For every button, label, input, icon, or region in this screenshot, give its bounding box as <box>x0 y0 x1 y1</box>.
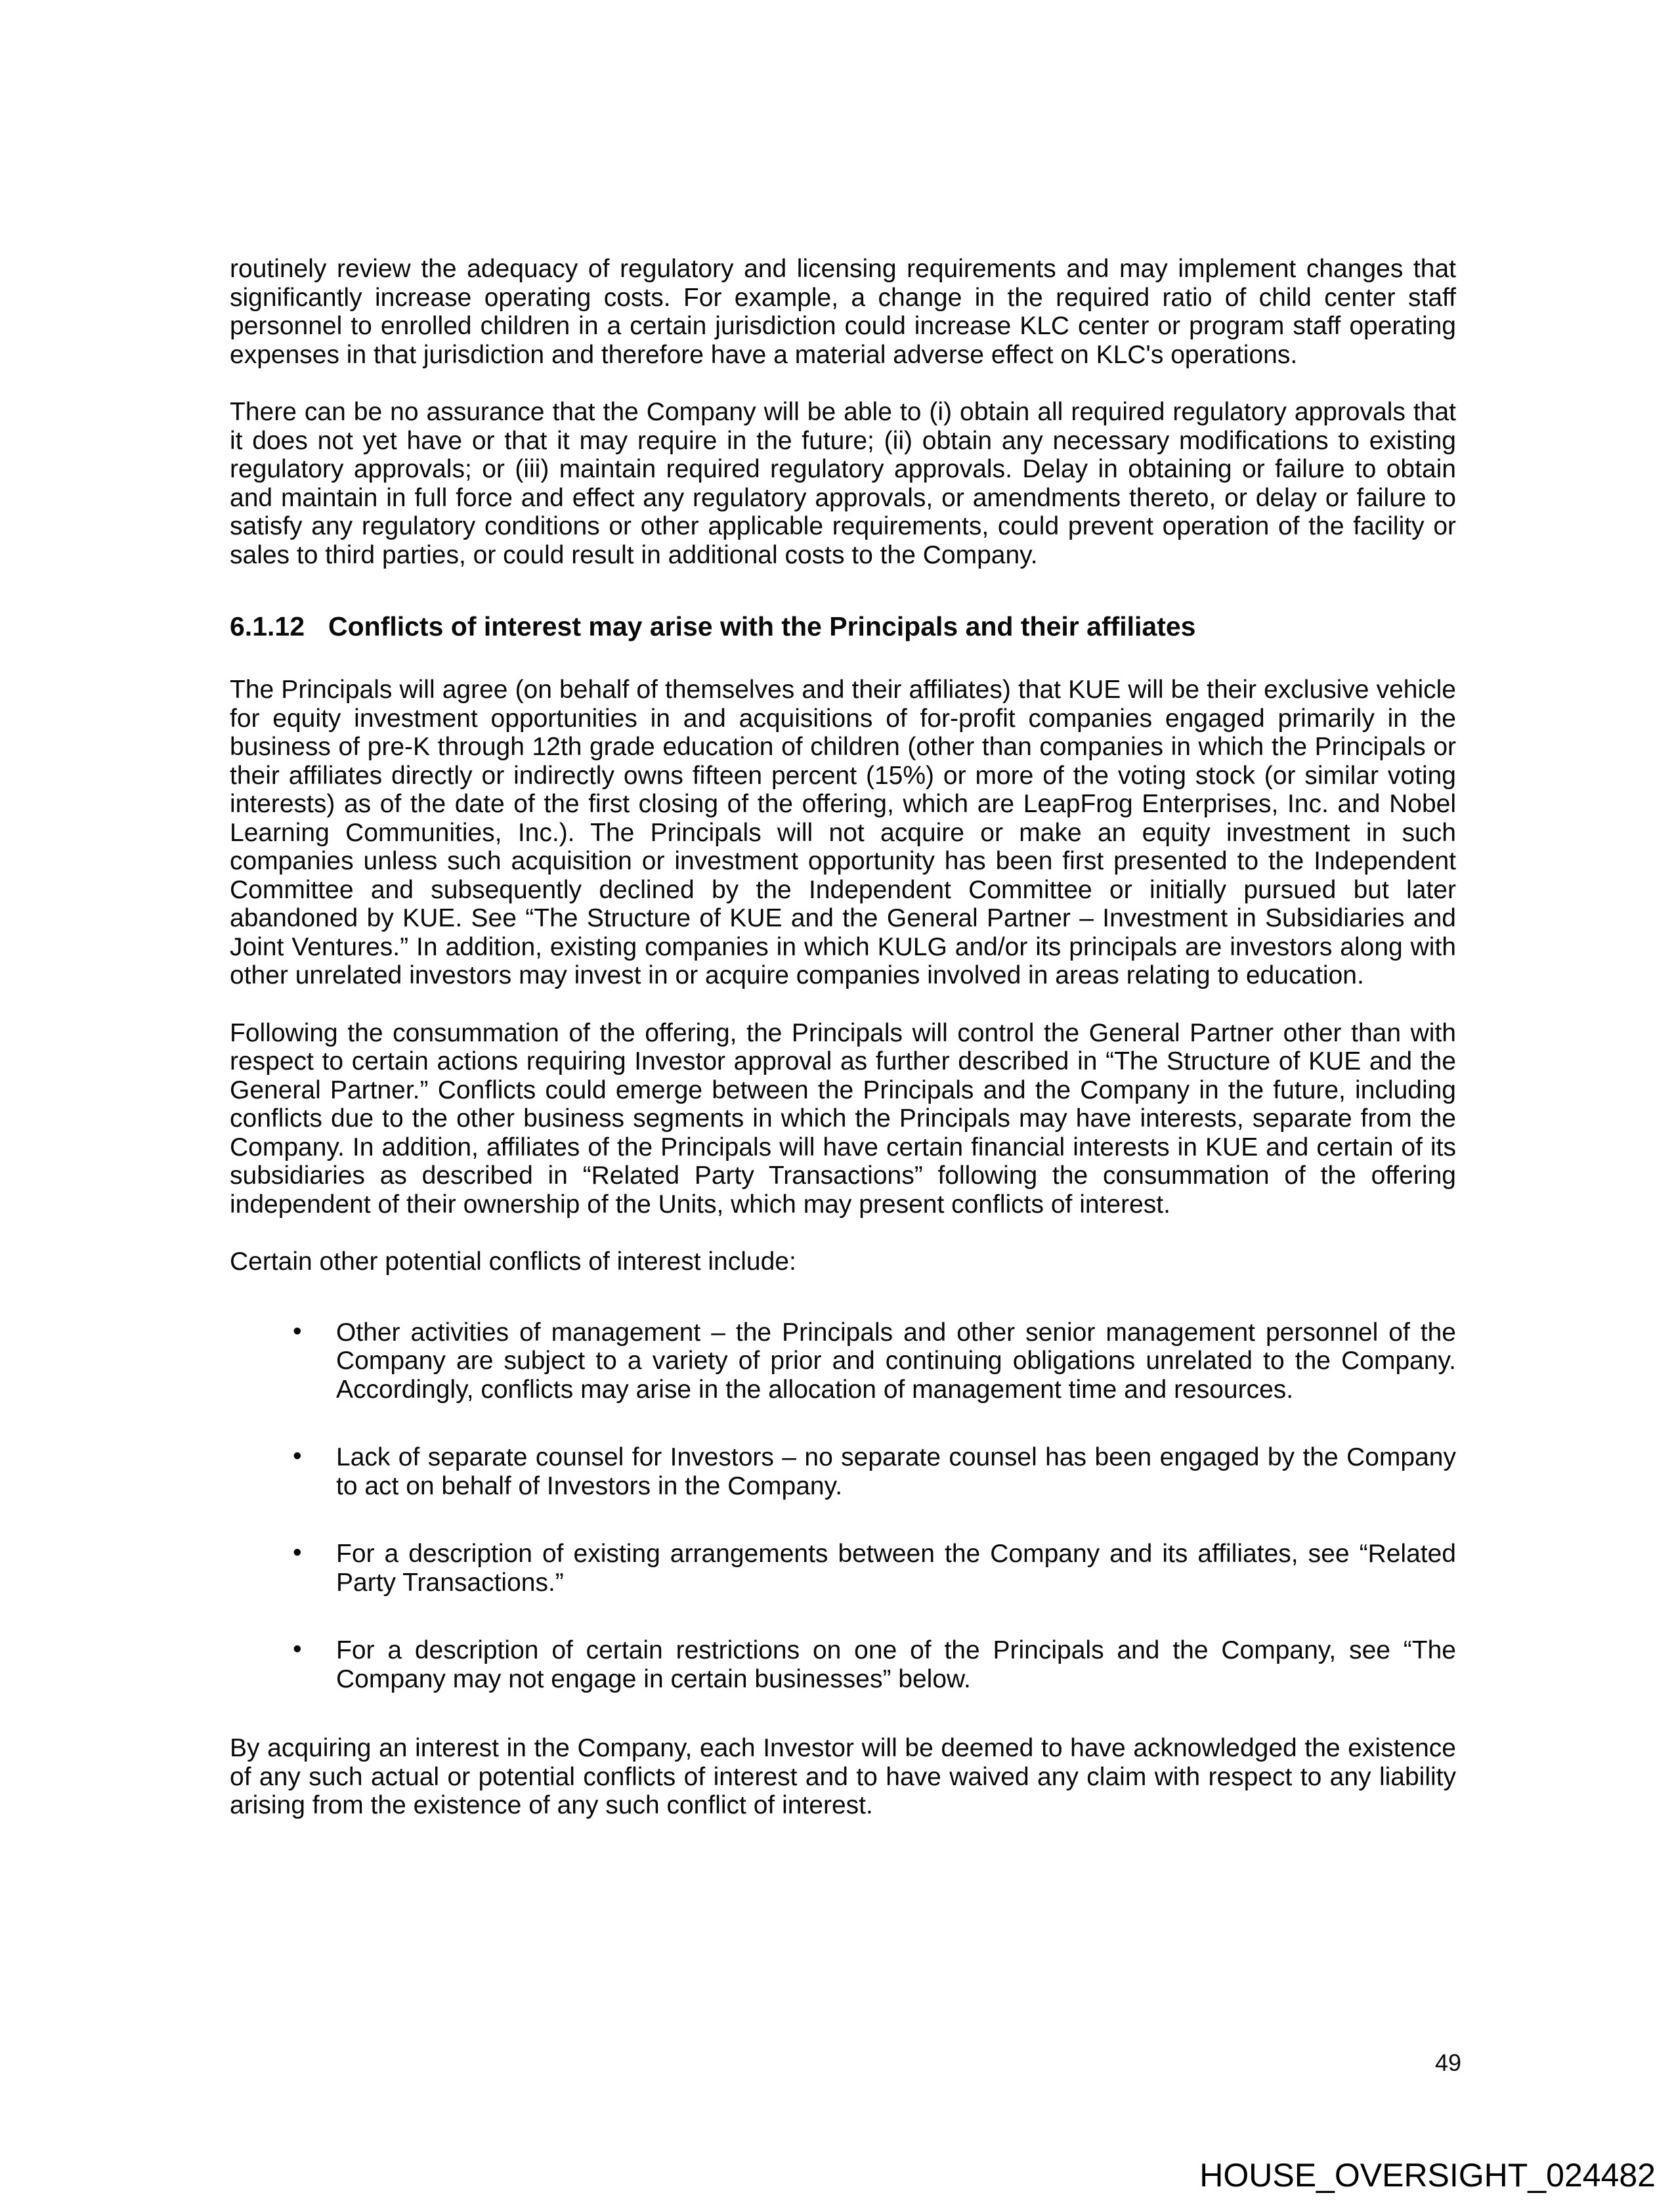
bullet-icon: • <box>293 1316 302 1345</box>
section-heading-6-1-12 <box>230 611 1456 641</box>
paragraph-continuation-regulatory-costs: routinely review the adequacy of regulatory and licensing requirements and may implement changes that significantly increase operating costs. For example, a change in the required ratio of child center staff personnel to enrolled children in a certain jurisdiction could increase KLC center or program staff operating expenses in that jurisdiction and therefore have a material adverse effect on KLC's operations. <box>230 255 1456 369</box>
bullet-icon: • <box>293 1635 302 1663</box>
section-heading-title: Conflicts of interest may arise with the Principals and their affiliates <box>328 611 1196 641</box>
list-item-text: For a description of certain restrictions on one of the Principals and the Company, see “The Company may not engage in certain businesses” below. <box>336 1636 1456 1693</box>
bates-stamp: HOUSE_OVERSIGHT_024482 <box>1199 2157 1656 2194</box>
conflicts-bullet-list <box>230 1318 1456 1694</box>
list-item-other-activities <box>230 1318 1456 1404</box>
list-item-existing-arrangements <box>230 1540 1456 1597</box>
paragraph-other-conflicts-intro: Certain other potential conflicts of interest include: <box>230 1247 796 1276</box>
bullet-icon: • <box>293 1538 302 1567</box>
list-item-lack-of-counsel <box>230 1443 1456 1500</box>
list-item-text: Other activities of management – the Principals and other senior management personnel of the Company are subject to a variety of prior and continuing obligations unrelated to the Company. Accordingly, conflicts may arise in the allocation of management time and resources. <box>336 1318 1456 1404</box>
list-item-text: For a description of existing arrangements between the Company and its affiliates, see “Related Party Transactions.” <box>336 1540 1456 1597</box>
page-number: 49 <box>1435 2049 1462 2076</box>
paragraph-acquiring-interest: By acquiring an interest in the Company, each Investor will be deemed to have acknowledged the existence of any such actual or potential conflicts of interest and to have waived any claim with respect to any liability arising from the existence of any such conflict of interest. <box>230 1734 1456 1819</box>
paragraph-following-consummation: Following the consummation of the offering, the Principals will control the General Partner other than with respect to certain actions requiring Investor approval as further described in “The Structure of KUE and the General Partner.” Conflicts could emerge between the Principals and the Company in the future, including conflicts due to the other business segments in which the Principals may have interests, separate from the Company. In addition, affiliates of the Principals will have certain financial interests in KUE and certain of its subsidiaries as described in “Related Party Transactions” following the consummation of the offering independent of their ownership of the Units, which may present conflicts of interest. <box>230 1018 1456 1219</box>
paragraph-principals-exclusive-vehicle: The Principals will agree (on behalf of themselves and their affiliates) that KUE will be their exclusive vehicle for equity investment opportunities in and acquisitions of for-profit companies engaged primarily in the business of pre-K through 12th grade education of children (other than companies in which the Principals or their affiliates directly or indirectly owns fifteen percent (15%) or more of the voting stock (or similar voting interests) as of the date of the first closing of the offering, which are LeapFrog Enterprises, Inc. and Nobel Learning Communities, Inc.). The Principals will not acquire or make an equity investment in such companies unless such acquisition or investment opportunity has been first presented to the Independent Committee and subsequently declined by the Independent Committee or initially pursued but later abandoned by KUE. See “The Structure of KUE and the General Partner – Investment in Subsidiaries and Joint Ventures.” In addition, existing companies in which KULG and/or its principals are investors along with other unrelated investors may invest in or acquire companies involved in areas relating to education. <box>230 676 1456 989</box>
paragraph-no-assurance-approvals: There can be no assurance that the Company will be able to (i) obtain all required regulatory approvals that it does not yet have or that it may require in the future; (ii) obtain any necessary modifications to existing regulatory approvals; or (iii) maintain required regulatory approvals. Delay in obtaining or failure to obtain and maintain in full force and effect any regulatory approvals, or amendments thereto, or delay or failure to satisfy any regulatory conditions or other applicable requirements, could prevent operation of the facility or sales to third parties, or could result in additional costs to the Company. <box>230 398 1456 569</box>
list-item-certain-restrictions <box>230 1636 1456 1693</box>
list-item-text: Lack of separate counsel for Investors – no separate counsel has been engaged by the Company to act on behalf of Investors in the Company. <box>336 1443 1456 1500</box>
bullet-icon: • <box>293 1442 302 1470</box>
document-text-block <box>230 255 1456 1820</box>
section-heading-number: 6.1.12 <box>230 611 305 641</box>
